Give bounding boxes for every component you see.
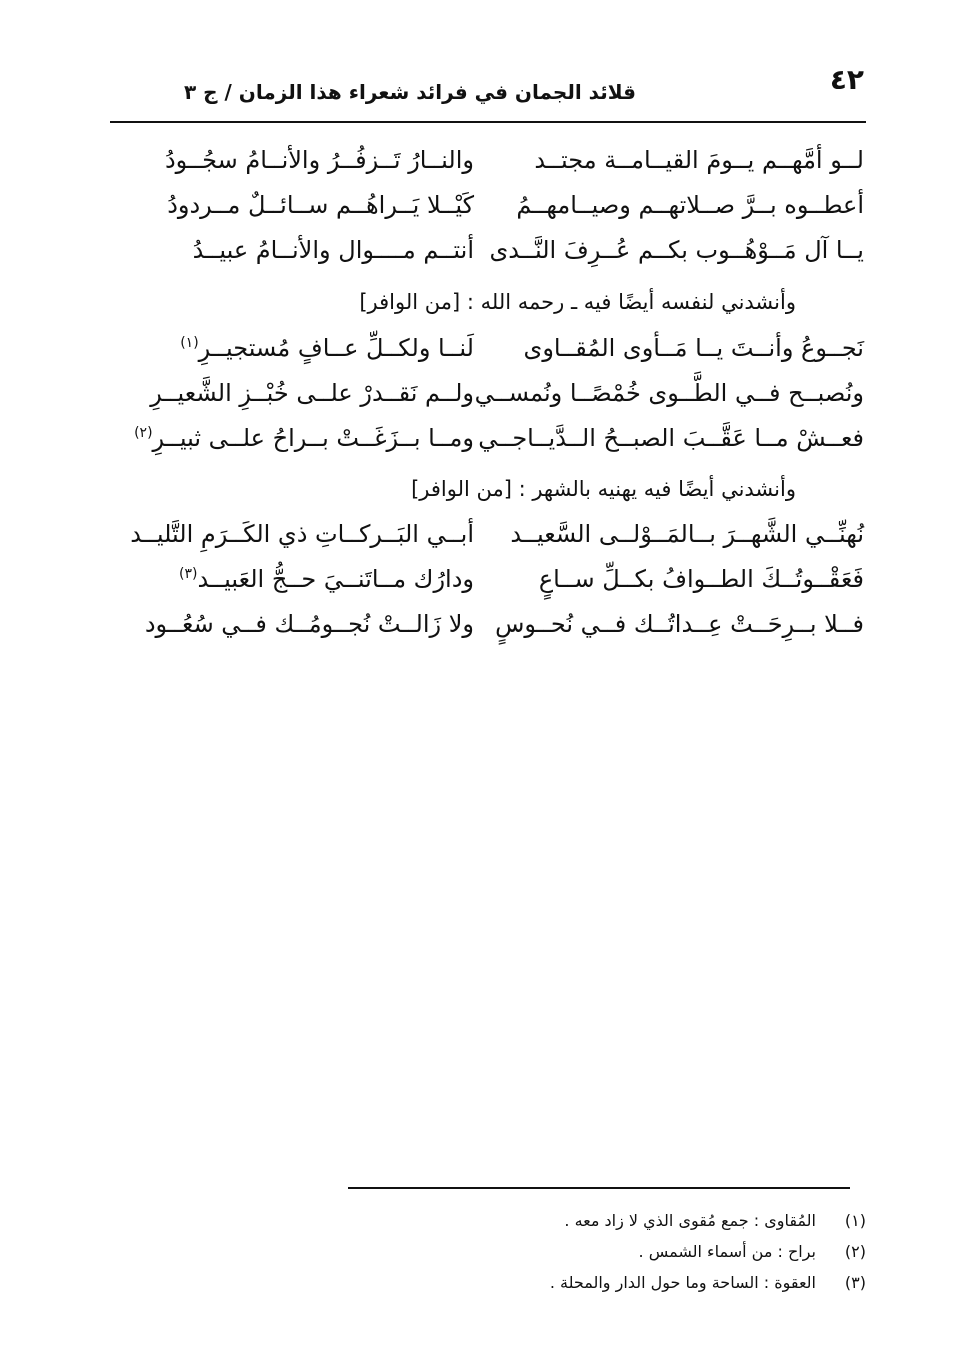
verse-second-hemistich: ولا زَالــتْ نُجــومُــك فــي سُعُــود (144, 610, 474, 638)
verse-first-hemistich: أعطــوه بــرَّ صــلاتهــم وصيــامهــمُ (516, 191, 864, 219)
verse-second-hemistich (94, 417, 474, 459)
verse-line (94, 603, 864, 645)
poem-introduction: وأنشدني أيضًا فيه يهنيه بالشهر : [من الوافر] (411, 477, 796, 501)
verse-second-hemistich: والنــارُ تَــزفُــرُ والأنــامُ سجُــودُ (164, 146, 474, 174)
footnote-reference: (٣) (179, 566, 198, 582)
verse-line (94, 229, 864, 271)
footnote-text: براح : من أسماء الشمس . (638, 1242, 816, 1261)
verse-line (94, 184, 864, 226)
verse-line (94, 372, 864, 414)
verse-first-hemistich: ونُصبــح فــي الطَّــوى خُمْصًــا ونُمســي (474, 379, 864, 407)
footnote-text: العقوة : الساحة وما حول الدار والمحلة . (549, 1273, 816, 1292)
verse-second-hemistich: كَيْــلا يَــراهُــم ســائــلٌ مــردودُ (167, 191, 474, 219)
verse-first-hemistich: نُهنِّــي الشَّهــرَ بــالمَــوْلــى السَّعيــد (510, 520, 864, 548)
verse-line (94, 513, 864, 555)
footnote-number: (٢) (844, 1242, 866, 1261)
footnote-number: (١) (844, 1211, 866, 1230)
verse-first-hemistich: لــو أمَّهــم يــومَ القيــامــة مجتــد (534, 146, 864, 174)
verse-first-hemistich: نَجــوعُ وأنــتَ يــا مَــأوى المُقــاوى (523, 334, 864, 362)
header-divider (110, 121, 866, 123)
footnote-text: المُقاوى : جمع مُقوى الذي لا زاد معه . (564, 1211, 816, 1230)
verse-text: لَنــا ولكــلِّ عــافٍ مُستجيــرِ (198, 334, 474, 362)
verse-line (94, 139, 864, 181)
verse-second-hemistich (94, 327, 474, 369)
footnote (564, 1208, 866, 1234)
verse-text: ودارُك مــاتَنــيَ حــجُّ العَبيــد (197, 565, 474, 593)
verse-first-hemistich: يــا آل مَــوْهُــوب بكــم عُــرِفَ النَّــدى (489, 236, 864, 264)
footnote-reference: (٢) (134, 425, 153, 441)
verse-line (94, 558, 864, 600)
footnote-divider (348, 1187, 850, 1189)
verse-second-hemistich: ولــم نَقــدرْ علــى خُبْــزِ الشَّعيــرِ (150, 379, 474, 407)
footnote-number: (٣) (844, 1273, 866, 1292)
footnote-reference: (١) (180, 335, 199, 351)
poem-introduction: وأنشدني لنفسه أيضًا فيه ـ رحمه الله : [من الوافر] (359, 290, 796, 314)
verse-second-hemistich: أبــي البَــركــاتِ ذي الكَــرَمِ التَّليــد (130, 520, 474, 548)
running-title: قلائد الجمان في فرائد شعراء هذا الزمان / ج ٣ (183, 80, 636, 104)
verse-first-hemistich: فَعَقْــوتُــكَ الطــوافُ بكــلِّ ســاعٍ (538, 565, 864, 593)
verse-first-hemistich: فــلا بــرِحَــتْ عِــداتُــك فــي نُحــوسٍ (495, 610, 864, 638)
footnote (550, 1270, 866, 1296)
verse-line (94, 327, 864, 369)
verse-second-hemistich (94, 558, 474, 600)
verse-second-hemistich: أنتــم مــــوال والأنــامُ عبيــدُ (192, 236, 474, 264)
verse-text: ومــا بــزَغَــتْ بــراحُ علــى ثبيــرِ (152, 424, 474, 452)
footnote (639, 1239, 866, 1265)
page-number: ٤٢ (829, 63, 864, 96)
verse-line (94, 417, 864, 459)
verse-first-hemistich: فعــشْ مــا عَقَّــبَ الصبــحُ الــدَّيــاجــي (478, 424, 864, 452)
